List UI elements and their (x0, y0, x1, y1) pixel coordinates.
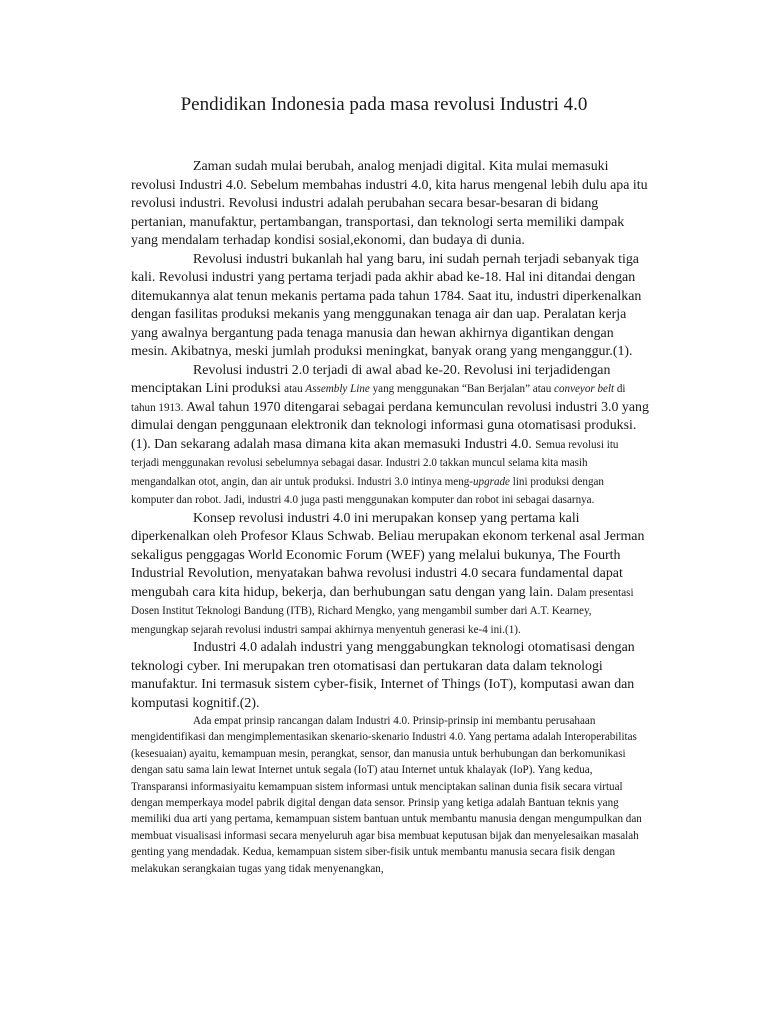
text-run: Konsep revolusi industri 4.0 ini merupakan konsep yang pertama kali diperkenalkan oleh Profesor Klaus Schwab. Beliau merupakan ekonom terkenal asal Jerman sekaligus penggagas World Economic Forum (WEF) yang melalui bukunya, The Fourth Industrial Revolution, menyatakan bahwa revolusi industri 4.0 secara fundamental dapat mengubah cara kita hidup, bekerja, dan berhubungan satu dengan yang lain. (131, 510, 645, 600)
text-run: lini produksi dengan komputer dan robot. Jadi, industri 4.0 juga pasti menggunakan komputer dan robot ini sebagai dasarnya. (131, 475, 604, 506)
text-run: Dalam presentasi Dosen Institut Teknologi Bandung (ITB), Richard Mengko, yang mengambil sumber dari A.T. Kearney, mengungkap sejarah revolusi industri sampai akhirnya menyentuh generasi ke-4 ini.(1). (131, 586, 634, 636)
paragraph-second-third-revolution (131, 362, 649, 510)
text-run: di tahun 1913. (131, 383, 626, 414)
paragraph-intro: Zaman sudah mulai berubah, analog menjadi digital. Kita mulai memasuki revolusi Industri 4.0. Sebelum membahas industri 4.0, kita harus mengenal lebih dulu apa itu revolusi industri. Revolusi industri adalah perubahan secara besar-besaran di bidang pertanian, manufaktur, pertambangan, transportasi, dan teknologi serta memiliki dampak yang mendalam terhadap kondisi sosial,ekonomi, dan budaya di dunia. (131, 159, 648, 248)
text-run: atau (284, 383, 306, 395)
document-title: Pendidikan Indonesia pada masa revolusi Industri 4.0 (180, 94, 588, 115)
text-run-italic: Assembly Line (305, 383, 370, 395)
paragraph-industry-definition: Industri 4.0 adalah industri yang menggabungkan teknologi otomatisasi dengan teknologi cyber. Ini merupakan tren otomatisasi dan pertukaran data dalam teknologi manufaktur. Ini termasuk sistem cyber-fisik, Internet of Things (IoT), komputasi awan dan komputasi kognitif.(2). (131, 640, 635, 711)
paragraph-klaus-schwab (131, 510, 649, 640)
text-run: yang menggunakan “Ban Berjalan” atau (369, 383, 555, 395)
paragraph-design-principles: Ada empat prinsip rancangan dalam Industri 4.0. Prinsip-prinsip ini membantu perusahaan mengidentifikasi dan mengimplementasikan skenario-skenario Industri 4.0. Yang pertama adalah Interoperabilitas (kesesuaian) ayaitu, kemampuan mesin, perangkat, sensor, dan manusia untuk berhubungan dan berkomunikasi dengan satu sama lain lewat Internet untuk segala (IoT) atau Internet untuk khalayak (IoP). Yang kedua, Transparansi informasiyaitu kemampuan sistem informasi untuk menciptakan salinan dunia fisik secara virtual dengan memperkaya model pabrik digital dengan data sensor. Prinsip yang ketiga adalah Bantuan teknis yang memiliki dua arti yang pertama, kemampuan sistem bantuan untuk membantu manusia dengan mengumpulkan dan membuat visualisasi informasi secara menyeluruh agar bisa membuat keputusan bijak dan menyelesaikan masalah genting yang mendadak. Kedua, kemampuan sistem siber-fisik untuk membantu manusia secara fisik dengan melakukan serangkaian tugas yang tidak menyenangkan, (131, 715, 642, 875)
document-body (131, 158, 649, 877)
text-run-italic: upgrade (473, 475, 510, 488)
paragraph-first-revolution: Revolusi industri bukanlah hal yang baru, ini sudah pernah terjadi sebanyak tiga kali. Revolusi industri yang pertama terjadi pada akhir abad ke-18. Hal ini ditandai dengan ditemukannya alat tenun mekanis pertama pada tahun 1784. Saat itu, industri diperkenalkan dengan fasilitas produksi mekanis yang menggunakan tenaga air dan uap. Peralatan kerja yang awalnya bergantung pada tenaga manusia dan hewan akhirnya digantikan dengan mesin. Akibatnya, meski jumlah produksi meningkat, banyak orang yang menganggur.(1). (131, 251, 642, 359)
text-run: Semua revolusi itu terjadi menggunakan revolusi sebelumnya sebagai dasar. Industri 2.0 takkan muncul selama kita masih mengandalkan otot, angin, dan air untuk produksi. Industri 3.0 intinya meng- (131, 438, 619, 488)
text-run-italic: conveyor belt (554, 383, 615, 395)
text-run: Revolusi industri 2.0 terjadi di awal abad ke-20. Revolusi ini terjadidengan menciptakan Lini produksi (131, 362, 611, 396)
text-run: Awal tahun 1970 ditengarai sebagai perdana kemunculan revolusi industri 3.0 yang dimulai dengan penggunaan elektronik dan teknologi informasi guna otomatisasi produksi.(1). Dan sekarang adalah masa dimana kita akan memasuki Industri 4.0. (131, 399, 649, 452)
